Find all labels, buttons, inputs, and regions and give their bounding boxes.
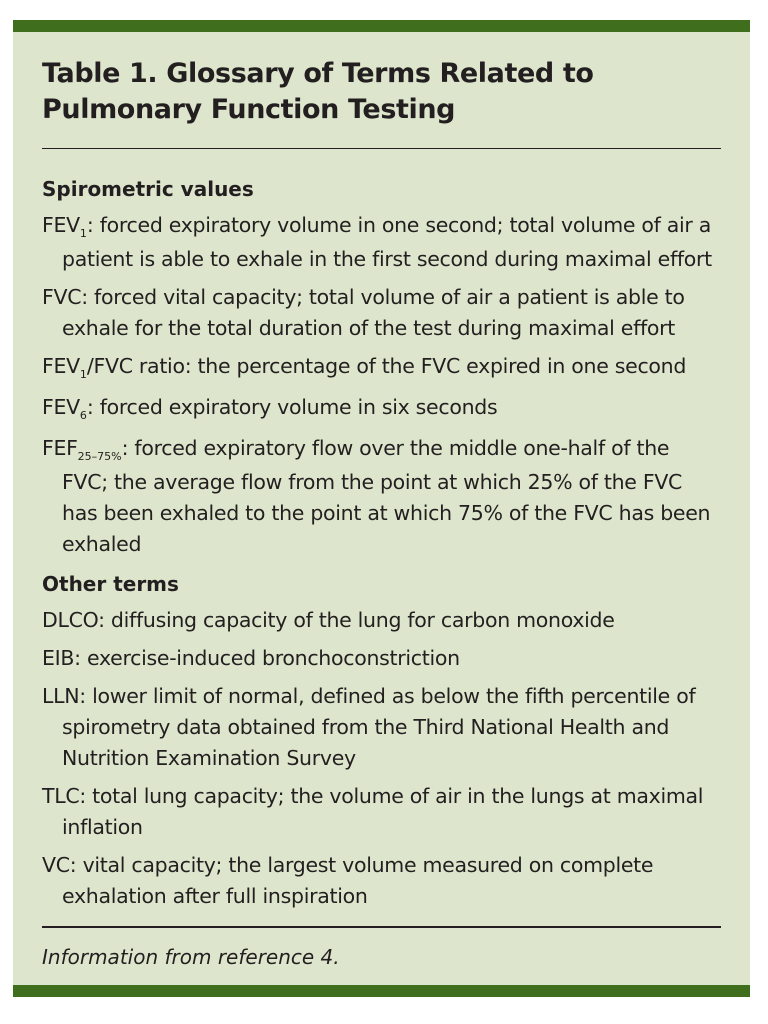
bottom-accent-bar: [13, 985, 750, 997]
glossary-entry: [42, 605, 721, 636]
term-definition: : forced expiratory volume in six seconds: [86, 395, 498, 419]
glossary-entry: [42, 351, 721, 385]
glossary-entry: [42, 433, 721, 560]
glossary-entry: [42, 681, 721, 774]
term-definition: /FVC ratio: the percentage of the FVC expired in one second: [86, 354, 687, 378]
glossary-entry: [42, 850, 721, 912]
term-definition: : forced expiratory volume in one second; total volume of air a patient is able to exhale in the first second during maximal effort: [62, 213, 712, 271]
section-heading-spirometric: Spirometric values: [42, 177, 254, 201]
term-abbr: FEF: [42, 436, 78, 460]
table-footnote: Information from reference 4.: [42, 945, 340, 969]
term-abbr: FEV: [42, 213, 80, 237]
term-definition: : diffusing capacity of the lung for carbon monoxide: [98, 608, 615, 632]
title-divider: [42, 148, 721, 149]
term-subscript: 25–75%: [77, 450, 122, 463]
term-subscript: 1: [79, 227, 87, 240]
glossary-entry: [42, 210, 721, 275]
term-abbr: FEV: [42, 354, 80, 378]
section-heading-other: Other terms: [42, 572, 179, 596]
term-subscript: 1: [79, 368, 87, 381]
term-abbr: EIB: [42, 646, 75, 670]
term-subscript: 6: [79, 409, 87, 422]
table-content: [42, 56, 721, 972]
term-definition: : forced expiratory flow over the middle one-half of the FVC; the average flow from the point at which 25% of the FVC has been exhaled to the point at which 75% of the FVC has been exhaled: [62, 436, 711, 556]
footer-divider: [42, 926, 721, 928]
glossary-entry: [42, 392, 721, 426]
glossary-entry: [42, 282, 721, 344]
term-definition: : lower limit of normal, defined as below the fifth percentile of spirometry data obtained from the Third National Health and Nutrition Examination Survey: [62, 684, 696, 770]
top-accent-bar: [13, 20, 750, 32]
term-abbr: LLN: [42, 684, 80, 708]
term-definition: : total lung capacity; the volume of air in the lungs at maximal inflation: [62, 784, 704, 839]
glossary-entry: [42, 643, 721, 674]
term-definition: : forced vital capacity; total volume of air a patient is able to exhale for the total duration of the test during maximal effort: [62, 285, 685, 340]
term-abbr: TLC: [42, 784, 80, 808]
term-definition: : vital capacity; the largest volume measured on complete exhalation after full inspiration: [62, 853, 654, 908]
glossary-table-panel: [13, 20, 750, 997]
term-abbr: DLCO: [42, 608, 99, 632]
term-abbr: VC: [42, 853, 70, 877]
table-title: Table 1. Glossary of Terms Related to Pulmonary Function Testing: [42, 58, 594, 125]
glossary-entry: [42, 781, 721, 843]
term-abbr: FEV: [42, 395, 80, 419]
term-definition: : exercise-induced bronchoconstriction: [74, 646, 460, 670]
term-abbr: FVC: [42, 285, 82, 309]
